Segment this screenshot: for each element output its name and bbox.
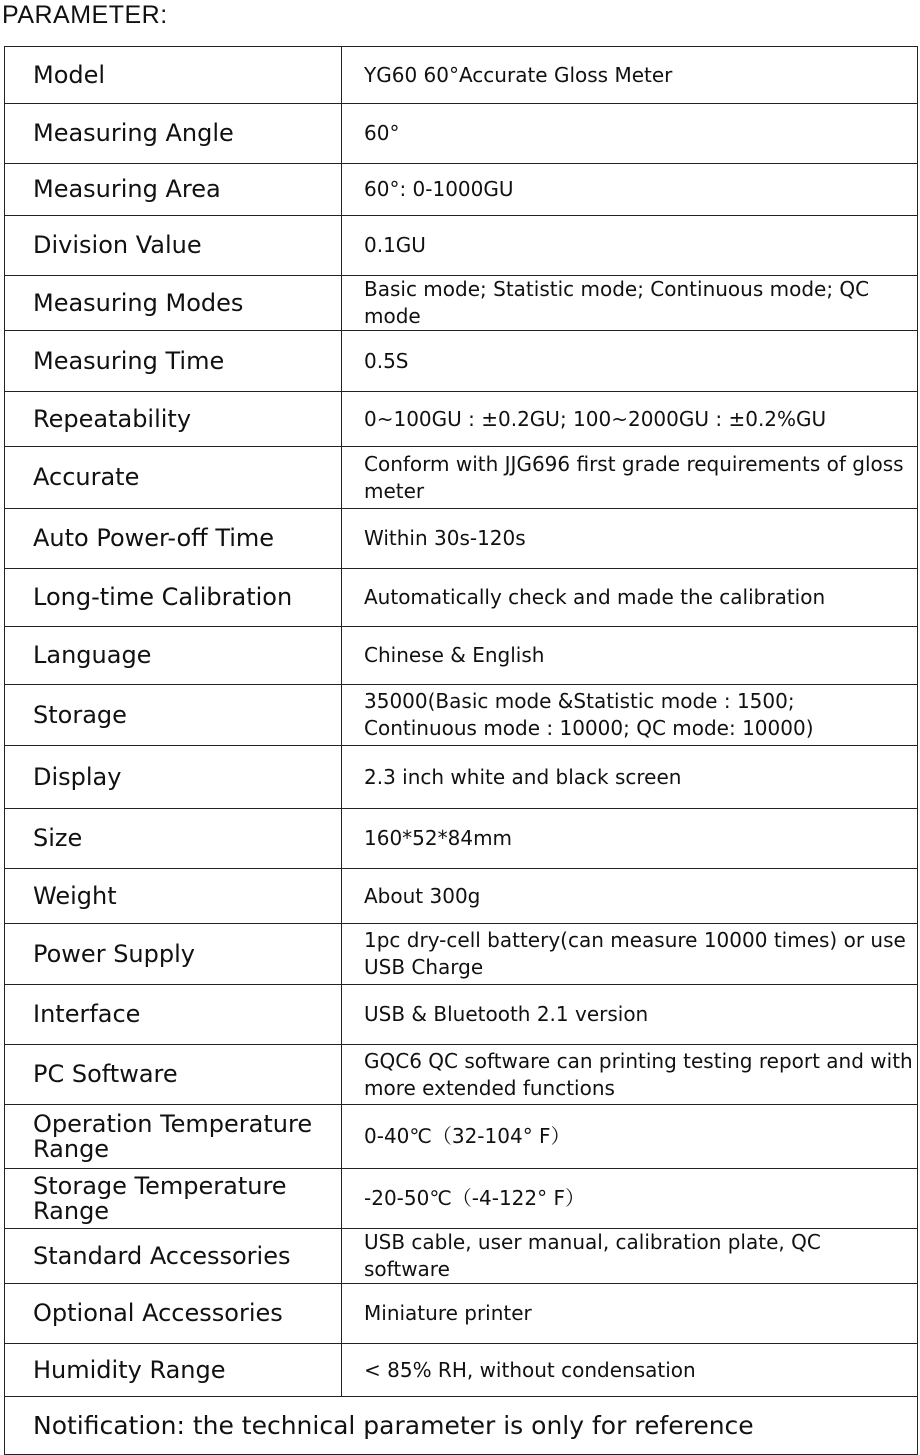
param-value: 60°: 0-1000GU <box>342 164 918 216</box>
table-row-notification <box>5 1397 918 1455</box>
table-row <box>5 1229 918 1284</box>
param-label: Measuring Angle <box>5 104 342 164</box>
param-label: Humidity Range <box>5 1344 342 1397</box>
param-value: 160*52*84mm <box>342 809 918 869</box>
table-row <box>5 1105 918 1169</box>
param-label: Standard Accessories <box>5 1229 342 1284</box>
param-value: Chinese & English <box>342 627 918 685</box>
param-value: 35000(Basic mode &Statistic mode : 1500; Continuous mode : 10000; QC mode: 10000) <box>342 685 918 746</box>
param-value: 0~100GU : ±0.2GU; 100~2000GU : ±0.2%GU <box>342 392 918 447</box>
table-row <box>5 164 918 216</box>
table-row <box>5 627 918 685</box>
table-row <box>5 809 918 869</box>
table-row <box>5 1169 918 1229</box>
table-row <box>5 392 918 447</box>
table-row <box>5 331 918 392</box>
param-value: 1pc dry-cell battery(can measure 10000 times) or use USB Charge <box>342 924 918 985</box>
param-label: Display <box>5 746 342 809</box>
page-title: PARAMETER: <box>2 1 168 29</box>
param-label: Division Value <box>5 216 342 276</box>
table-row <box>5 47 918 104</box>
param-value: USB cable, user manual, calibration plate, QC software <box>342 1229 918 1284</box>
param-label: Storage Temperature Range <box>5 1169 342 1229</box>
param-label: Interface <box>5 985 342 1045</box>
param-label: PC Software <box>5 1045 342 1105</box>
param-label: Weight <box>5 869 342 924</box>
param-value: 60° <box>342 104 918 164</box>
param-label: Measuring Area <box>5 164 342 216</box>
param-label: Long-time Calibration <box>5 569 342 627</box>
param-value: About 300g <box>342 869 918 924</box>
param-value: < 85% RH, without condensation <box>342 1344 918 1397</box>
param-value: 2.3 inch white and black screen <box>342 746 918 809</box>
table-row <box>5 447 918 509</box>
table-row <box>5 1045 918 1105</box>
table-row <box>5 746 918 809</box>
param-label: Repeatability <box>5 392 342 447</box>
param-value: Miniature printer <box>342 1284 918 1344</box>
param-label: Storage <box>5 685 342 746</box>
param-value: Basic mode; Statistic mode; Continuous mode; QC mode <box>342 276 918 331</box>
table-row <box>5 216 918 276</box>
param-label: Model <box>5 47 342 104</box>
param-value: Within 30s-120s <box>342 509 918 569</box>
param-label: Measuring Modes <box>5 276 342 331</box>
param-label: Accurate <box>5 447 342 509</box>
param-value: GQC6 QC software can printing testing report and with more extended functions <box>342 1045 918 1105</box>
table-row <box>5 869 918 924</box>
param-value: 0.1GU <box>342 216 918 276</box>
table-row <box>5 985 918 1045</box>
notification-note: Notification: the technical parameter is only for reference <box>5 1397 918 1455</box>
table-row <box>5 1344 918 1397</box>
param-value: Automatically check and made the calibration <box>342 569 918 627</box>
param-label: Language <box>5 627 342 685</box>
param-label: Power Supply <box>5 924 342 985</box>
param-value: YG60 60°Accurate Gloss Meter <box>342 47 918 104</box>
param-label: Size <box>5 809 342 869</box>
parameter-table <box>4 46 918 1455</box>
param-label: Optional Accessories <box>5 1284 342 1344</box>
table-row <box>5 276 918 331</box>
param-value: USB & Bluetooth 2.1 version <box>342 985 918 1045</box>
table-row <box>5 685 918 746</box>
param-value: 0.5S <box>342 331 918 392</box>
param-label: Measuring Time <box>5 331 342 392</box>
table-row <box>5 569 918 627</box>
table-row <box>5 104 918 164</box>
param-value: 0-40℃（32-104° F） <box>342 1105 918 1169</box>
table-row <box>5 1284 918 1344</box>
param-label: Auto Power-off Time <box>5 509 342 569</box>
table-row <box>5 924 918 985</box>
table-row <box>5 509 918 569</box>
param-label: Operation Temperature Range <box>5 1105 342 1169</box>
param-value: Conform with JJG696 first grade requirements of gloss meter <box>342 447 918 509</box>
param-value: -20-50℃（-4-122° F） <box>342 1169 918 1229</box>
